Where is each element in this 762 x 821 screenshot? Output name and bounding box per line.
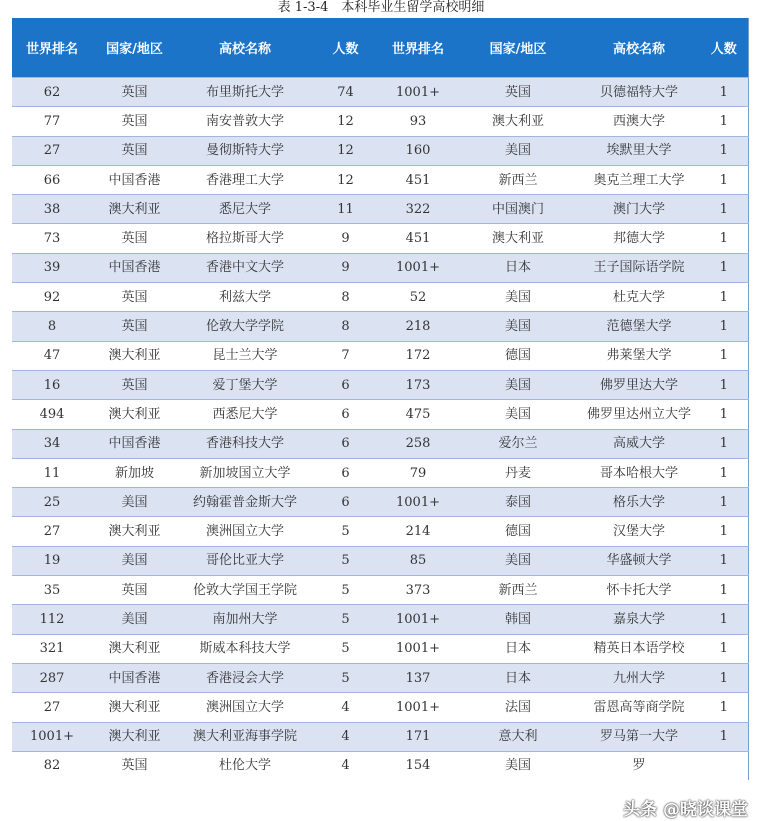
table-cell: 中国香港 <box>92 165 177 194</box>
table-row <box>12 312 748 341</box>
table-cell: 韩国 <box>458 605 578 634</box>
table-header-row <box>12 18 748 78</box>
table-cell: 1 <box>700 722 748 751</box>
table-cell: 1 <box>700 224 748 253</box>
table-caption: 表 1-3-4 本科毕业生留学高校明细 <box>277 0 485 15</box>
table-cell: 爱丁堡大学 <box>177 370 313 399</box>
table-cell: 华盛顿大学 <box>578 546 700 575</box>
table-cell: 287 <box>12 663 92 692</box>
table-row <box>12 634 748 663</box>
column-header: 国家/地区 <box>458 18 578 78</box>
table-cell: 1 <box>700 400 748 429</box>
table-cell: 格乐大学 <box>578 488 700 517</box>
table-cell: 12 <box>313 136 378 165</box>
table-cell: 汉堡大学 <box>578 517 700 546</box>
table-cell: 1 <box>700 517 748 546</box>
table-cell: 47 <box>12 341 92 370</box>
table-cell: 南加州大学 <box>177 605 313 634</box>
table-cell: 12 <box>313 107 378 136</box>
table-cell: 罗 <box>578 751 700 780</box>
table-cell: 哥伦比亚大学 <box>177 546 313 575</box>
table-row <box>12 195 748 224</box>
table-cell: 1 <box>700 370 748 399</box>
table-cell: 日本 <box>458 253 578 282</box>
table-cell: 1 <box>700 312 748 341</box>
table-cell: 5 <box>313 546 378 575</box>
table-cell: 9 <box>313 253 378 282</box>
column-header: 高校名称 <box>177 18 313 78</box>
table-cell: 9 <box>313 224 378 253</box>
table-cell: 5 <box>313 517 378 546</box>
table-cell: 美国 <box>458 283 578 312</box>
table-cell: 5 <box>313 576 378 605</box>
table-cell: 1 <box>700 107 748 136</box>
table-cell: 王子国际语学院 <box>578 253 700 282</box>
table-cell: 5 <box>313 634 378 663</box>
table-cell: 1 <box>700 634 748 663</box>
table-cell: 218 <box>378 312 458 341</box>
table-cell: 美国 <box>458 546 578 575</box>
table-cell: 321 <box>12 634 92 663</box>
table-cell: 弗莱堡大学 <box>578 341 700 370</box>
column-header: 国家/地区 <box>92 18 177 78</box>
table-cell: 171 <box>378 722 458 751</box>
table-cell: 112 <box>12 605 92 634</box>
table-row <box>12 341 748 370</box>
study-abroad-table <box>12 18 749 780</box>
table-cell: 约翰霍普金斯大学 <box>177 488 313 517</box>
table-cell: 1001+ <box>378 605 458 634</box>
table-cell: 美国 <box>458 751 578 780</box>
table-cell: 92 <box>12 283 92 312</box>
table-row <box>12 517 748 546</box>
table-cell: 8 <box>313 312 378 341</box>
table-cell: 澳门大学 <box>578 195 700 224</box>
table-cell: 英国 <box>458 78 578 107</box>
table-cell: 4 <box>313 693 378 722</box>
table-cell: 6 <box>313 458 378 487</box>
table-cell: 6 <box>313 400 378 429</box>
table-cell: 新加坡国立大学 <box>177 458 313 487</box>
table-cell: 1 <box>700 341 748 370</box>
table-cell: 澳大利亚 <box>92 341 177 370</box>
table-row <box>12 78 748 107</box>
column-header: 世界排名 <box>378 18 458 78</box>
table-cell: 11 <box>12 458 92 487</box>
table-cell: 93 <box>378 107 458 136</box>
table-cell: 美国 <box>458 400 578 429</box>
table-cell: 德国 <box>458 517 578 546</box>
table-cell: 1001+ <box>12 722 92 751</box>
table-cell: 6 <box>313 370 378 399</box>
table-cell: 172 <box>378 341 458 370</box>
table-cell: 79 <box>378 458 458 487</box>
table-cell: 73 <box>12 224 92 253</box>
table-row <box>12 722 748 751</box>
table-row <box>12 458 748 487</box>
table-cell: 35 <box>12 576 92 605</box>
table-cell: 香港浸会大学 <box>177 663 313 692</box>
table-cell: 82 <box>12 751 92 780</box>
table-cell: 373 <box>378 576 458 605</box>
table-cell: 154 <box>378 751 458 780</box>
table-cell: 九州大学 <box>578 663 700 692</box>
table-cell: 1001+ <box>378 253 458 282</box>
table-cell: 16 <box>12 370 92 399</box>
table-cell: 日本 <box>458 634 578 663</box>
table-cell: 27 <box>12 693 92 722</box>
table-cell: 澳大利亚海事学院 <box>177 722 313 751</box>
table-row <box>12 429 748 458</box>
table-cell: 德国 <box>458 341 578 370</box>
table-row <box>12 576 748 605</box>
table-cell: 哥本哈根大学 <box>578 458 700 487</box>
table-cell: 佛罗里达州立大学 <box>578 400 700 429</box>
table-cell: 佛罗里达大学 <box>578 370 700 399</box>
table-cell: 1 <box>700 283 748 312</box>
table-cell: 173 <box>378 370 458 399</box>
table-cell: 精英日本语学校 <box>578 634 700 663</box>
table-cell: 澳大利亚 <box>92 693 177 722</box>
table-cell: 62 <box>12 78 92 107</box>
table-cell: 英国 <box>92 370 177 399</box>
table-cell: 丹麦 <box>458 458 578 487</box>
table-cell: 6 <box>313 429 378 458</box>
table-cell: 伦敦大学学院 <box>177 312 313 341</box>
column-header: 高校名称 <box>578 18 700 78</box>
table-cell: 新西兰 <box>458 165 578 194</box>
table-cell: 1001+ <box>378 488 458 517</box>
table-cell: 法国 <box>458 693 578 722</box>
table-cell: 曼彻斯特大学 <box>177 136 313 165</box>
table-cell: 泰国 <box>458 488 578 517</box>
table-cell: 5 <box>313 605 378 634</box>
table-cell: 香港中文大学 <box>177 253 313 282</box>
table-cell: 澳大利亚 <box>92 722 177 751</box>
table-cell: 西澳大学 <box>578 107 700 136</box>
table-cell: 137 <box>378 663 458 692</box>
table-row <box>12 400 748 429</box>
table-cell: 4 <box>313 751 378 780</box>
table-cell: 美国 <box>92 488 177 517</box>
table-cell: 1 <box>700 429 748 458</box>
table-cell: 澳大利亚 <box>92 634 177 663</box>
table-cell: 52 <box>378 283 458 312</box>
table-cell: 1 <box>700 458 748 487</box>
table-cell: 怀卡托大学 <box>578 576 700 605</box>
table-cell: 澳大利亚 <box>92 195 177 224</box>
table-cell: 451 <box>378 165 458 194</box>
table-cell: 英国 <box>92 78 177 107</box>
table-cell: 1 <box>700 165 748 194</box>
table-cell: 杜克大学 <box>578 283 700 312</box>
table-cell: 澳洲国立大学 <box>177 517 313 546</box>
table-cell: 27 <box>12 517 92 546</box>
table-cell: 1 <box>700 576 748 605</box>
table-cell: 160 <box>378 136 458 165</box>
table-cell: 澳大利亚 <box>92 400 177 429</box>
table-cell: 美国 <box>92 546 177 575</box>
table-cell: 4 <box>313 722 378 751</box>
table-cell: 斯威本科技大学 <box>177 634 313 663</box>
table-cell: 英国 <box>92 224 177 253</box>
table-cell: 意大利 <box>458 722 578 751</box>
table-cell: 66 <box>12 165 92 194</box>
column-header: 人数 <box>313 18 378 78</box>
table-row <box>12 546 748 575</box>
table-cell: 11 <box>313 195 378 224</box>
table-row <box>12 283 748 312</box>
table-cell: 1001+ <box>378 78 458 107</box>
table-cell: 英国 <box>92 576 177 605</box>
table-cell: 8 <box>12 312 92 341</box>
table-cell: 6 <box>313 488 378 517</box>
table-cell: 澳大利亚 <box>458 107 578 136</box>
table-cell: 雷恩高等商学院 <box>578 693 700 722</box>
table-cell: 74 <box>313 78 378 107</box>
table-cell: 1001+ <box>378 693 458 722</box>
table-cell: 34 <box>12 429 92 458</box>
table-cell: 澳大利亚 <box>92 517 177 546</box>
table-cell: 英国 <box>92 283 177 312</box>
table-cell: 香港科技大学 <box>177 429 313 458</box>
table-cell: 1 <box>700 78 748 107</box>
table-cell: 新加坡 <box>92 458 177 487</box>
table-cell: 范德堡大学 <box>578 312 700 341</box>
table-cell: 伦敦大学国王学院 <box>177 576 313 605</box>
table-row <box>12 605 748 634</box>
table-cell: 5 <box>313 663 378 692</box>
table-cell: 美国 <box>92 605 177 634</box>
watermark: 头条 @晓谈课堂 <box>623 800 748 820</box>
table-row <box>12 165 748 194</box>
table-cell: 451 <box>378 224 458 253</box>
table-cell: 258 <box>378 429 458 458</box>
column-header: 人数 <box>700 18 748 78</box>
table-cell: 布里斯托大学 <box>177 78 313 107</box>
table-cell: 1 <box>700 253 748 282</box>
table-cell: 27 <box>12 136 92 165</box>
table-cell: 494 <box>12 400 92 429</box>
table-cell <box>700 751 748 780</box>
table-cell: 85 <box>378 546 458 575</box>
table-cell: 1 <box>700 605 748 634</box>
table-cell: 1 <box>700 663 748 692</box>
table-cell: 嘉泉大学 <box>578 605 700 634</box>
table-cell: 1 <box>700 195 748 224</box>
table-row <box>12 663 748 692</box>
table-row <box>12 253 748 282</box>
table-cell: 埃默里大学 <box>578 136 700 165</box>
table-cell: 高威大学 <box>578 429 700 458</box>
table-cell: 中国香港 <box>92 429 177 458</box>
table-cell: 1 <box>700 136 748 165</box>
table-row <box>12 136 748 165</box>
table-cell: 新西兰 <box>458 576 578 605</box>
table-cell: 贝德福特大学 <box>578 78 700 107</box>
table-cell: 25 <box>12 488 92 517</box>
column-header: 世界排名 <box>12 18 92 78</box>
table-cell: 1 <box>700 488 748 517</box>
table-row <box>12 224 748 253</box>
table-row <box>12 370 748 399</box>
table-cell: 英国 <box>92 312 177 341</box>
table-row <box>12 751 748 780</box>
table-cell: 38 <box>12 195 92 224</box>
table-cell: 7 <box>313 341 378 370</box>
table-cell: 利兹大学 <box>177 283 313 312</box>
table-cell: 奥克兰理工大学 <box>578 165 700 194</box>
table-cell: 香港理工大学 <box>177 165 313 194</box>
table-cell: 杜伦大学 <box>177 751 313 780</box>
table-cell: 中国香港 <box>92 663 177 692</box>
table-cell: 西悉尼大学 <box>177 400 313 429</box>
table-cell: 19 <box>12 546 92 575</box>
table-cell: 日本 <box>458 663 578 692</box>
table-cell: 1 <box>700 693 748 722</box>
table-cell: 中国香港 <box>92 253 177 282</box>
table-cell: 英国 <box>92 751 177 780</box>
table-cell: 美国 <box>458 370 578 399</box>
table-cell: 77 <box>12 107 92 136</box>
table-cell: 8 <box>313 283 378 312</box>
table-cell: 邦德大学 <box>578 224 700 253</box>
table-cell: 格拉斯哥大学 <box>177 224 313 253</box>
table-cell: 中国澳门 <box>458 195 578 224</box>
table-row <box>12 107 748 136</box>
table-row <box>12 693 748 722</box>
table-row <box>12 488 748 517</box>
table-cell: 475 <box>378 400 458 429</box>
table-cell: 1 <box>700 546 748 575</box>
table-cell: 214 <box>378 517 458 546</box>
table-cell: 英国 <box>92 136 177 165</box>
table-cell: 1001+ <box>378 634 458 663</box>
table-cell: 澳洲国立大学 <box>177 693 313 722</box>
table-cell: 澳大利亚 <box>458 224 578 253</box>
table-cell: 39 <box>12 253 92 282</box>
table-cell: 悉尼大学 <box>177 195 313 224</box>
table-cell: 12 <box>313 165 378 194</box>
table-cell: 罗马第一大学 <box>578 722 700 751</box>
table-cell: 爱尔兰 <box>458 429 578 458</box>
table-cell: 322 <box>378 195 458 224</box>
table-cell: 美国 <box>458 136 578 165</box>
table-cell: 南安普敦大学 <box>177 107 313 136</box>
table-cell: 美国 <box>458 312 578 341</box>
table-cell: 昆士兰大学 <box>177 341 313 370</box>
table-cell: 英国 <box>92 107 177 136</box>
